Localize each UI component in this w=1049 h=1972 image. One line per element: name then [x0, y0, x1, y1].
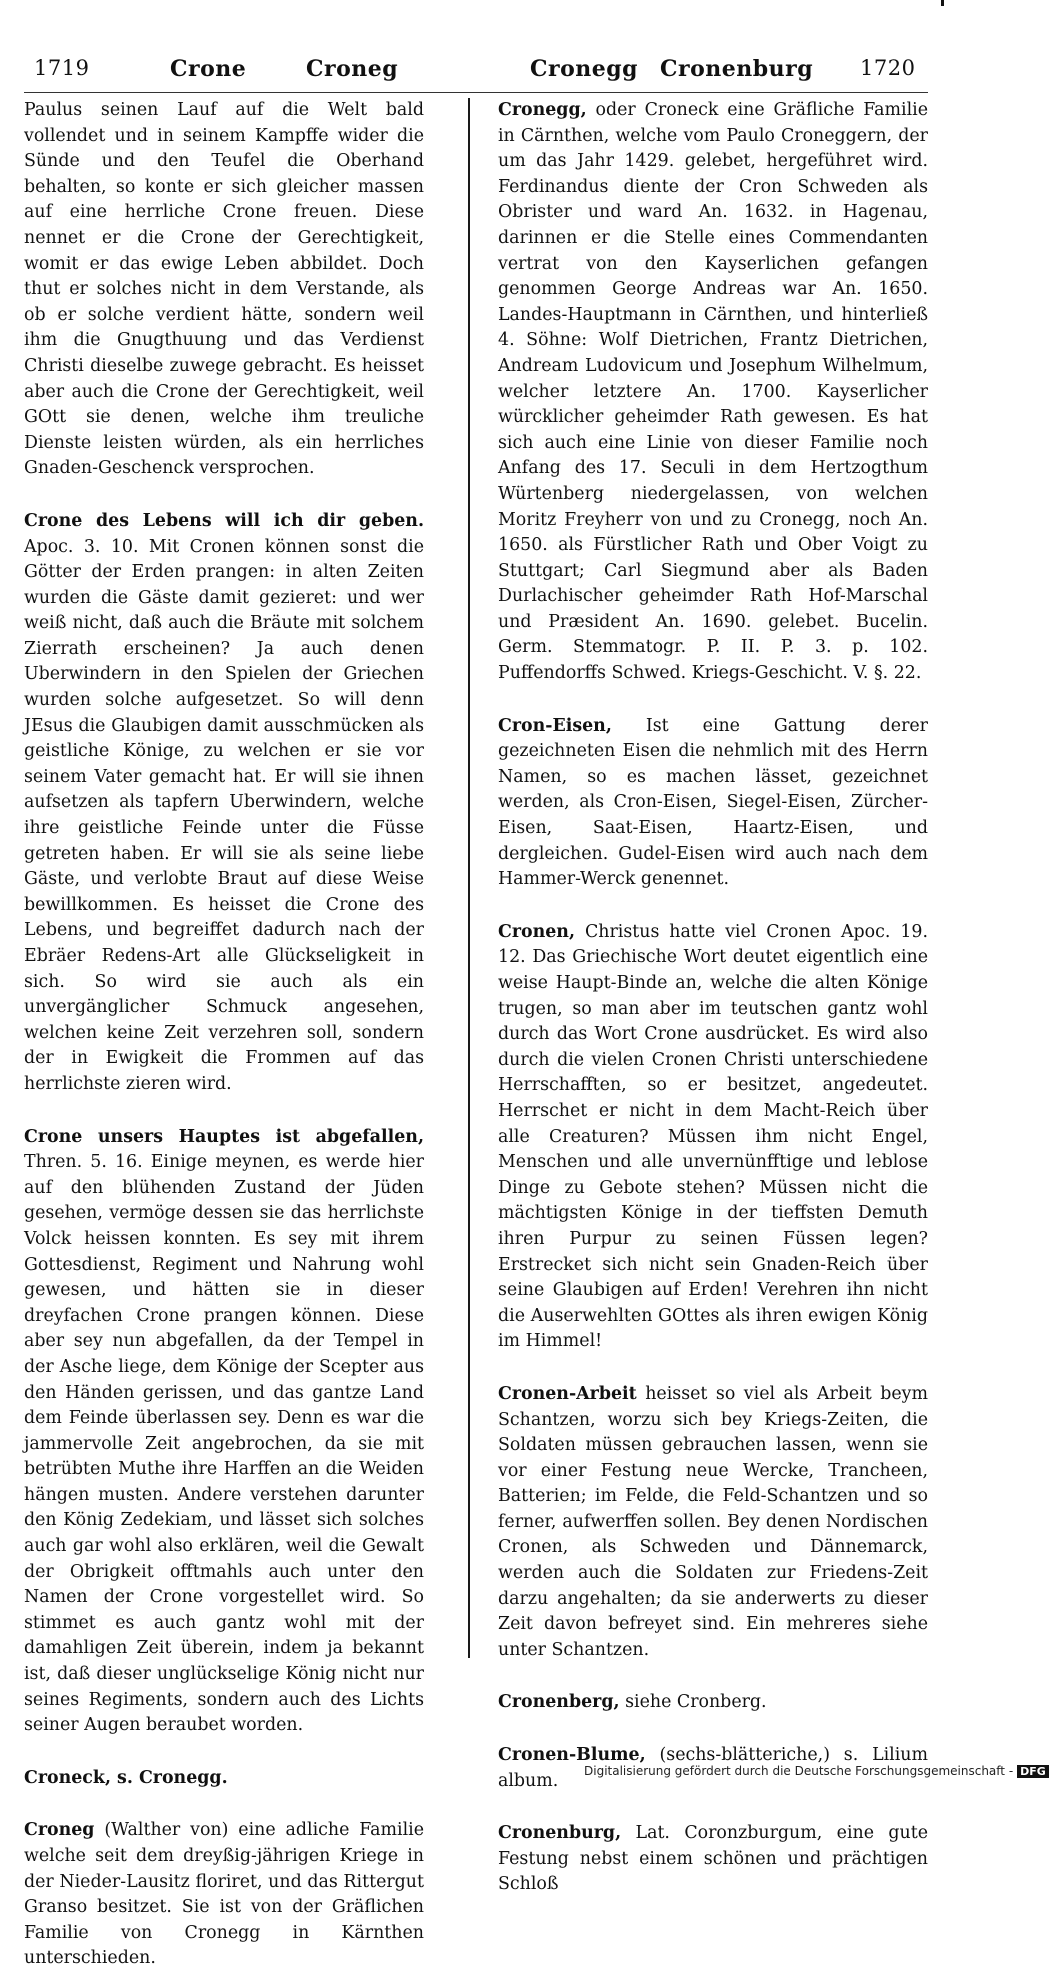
entry — [498, 920, 928, 1355]
entry-headword: Cron-Eisen, — [498, 715, 612, 736]
footer-text: Digitalisierung gefördert durch die Deutsche Forschungsgemeinschaft - — [584, 1764, 1014, 1778]
entry — [498, 98, 928, 687]
entry-text: heisset so viel als Arbeit beym Schantzen, worzu sich bey Kriegs-Zeiten, die Soldaten müssen gebrauchen lassen, wenn sie vor einer Festung neue Wercke, Trancheen, Batterien; im Felde, die Feld-Schantzen und so ferner, aufwerffen sollen. Bey denen Nordischen Cronen, als Schweden und Dännemarck, werden auch die Soldaten zur Friedens-Zeit darzu angehalten; da sie anderwerts zu dieser Zeit davon befreyet sind. Ein mehreres siehe unter Schantzen. — [498, 1383, 929, 1660]
column-divider — [468, 98, 470, 1658]
running-head-right-1: Cronegg — [530, 56, 639, 82]
running-head-right-2: Cronenburg — [660, 56, 814, 82]
entry — [24, 509, 424, 1098]
entry — [24, 98, 424, 482]
entry-text: Ist eine Gattung derer gezeichneten Eisen die nehmlich mit des Herrn Namen, so es machen lässet, gezeichnet werden, als Cron-Eisen, Siegel-Eisen, Zürcher-Eisen, Saat-Eisen, Haartz-Eisen, und dergleichen. Gudel-Eisen wird auch nach dem Hammer-Werck genennet. — [498, 715, 928, 890]
entry-text: Christus hatte viel Cronen Apoc. 19. 12. Das Griechische Wort deutet eigentlich eine weise Haupt-Binde an, welche die alten Könige trugen, so man aber im teutschen gantz wohl durch das Wort Crone ausdrücket. Es wird also durch die vielen Cronen Christi unterschiedene Herrschafften, so er besitzet, angedeutet. Herrschet er nicht in dem Macht-Reich über alle Creaturen? Müssen ihm nicht Engel, Menschen und alle unvernünfftige und leblose Dinge zu Gebote stehen? Müssen nicht die mächtigsten Könige in der tieffsten Demuth ihren Purpur zu seinen Füssen legen? Erstrecket sich nicht sein Gnaden-Reich über seine Glaubigen auf Erden! Verehren ihn nicht die Auserwehlten GOttes als ihren ewigen König im Himmel! — [498, 921, 928, 1352]
entry-headword: Croneck, s. Cronegg. — [24, 1767, 228, 1788]
entry-headword: Crone unsers Hauptes ist abgefallen, — [24, 1126, 424, 1147]
entry-text: (Walther von) eine adliche Familie welche seit dem dreyßig-jährigen Kriege in der Nieder-Lausitz floriret, und das Rittergut Granso besitzet. Sie ist von der Gräflichen Familie von Cronegg in Kärnthen unterschieden. — [24, 1820, 424, 1969]
left-column — [24, 98, 424, 1969]
entry — [24, 1125, 424, 1739]
entry-headword: Croneg — [24, 1820, 95, 1841]
entry — [24, 1766, 424, 1792]
running-head-left-2: Croneg — [306, 56, 399, 82]
entry-text: siehe Cronberg. — [625, 1692, 767, 1713]
entry-text: Paulus seinen Lauf auf die Welt bald vollendet und in seinem Kampffe wider die Sünde und den Teufel die Oberhand behalten, so konte er sich gleicher massen auf eine herrliche Crone freuen. Diese nennet er die Crone der Gerechtigkeit, womit er das ewige Leben abbildet. Doch thut er solches nicht in dem Verstande, als ob er solche verdient hätte, sondern weil ihm die Gnugthuung und das Verdienst Christi dieselbe zuwege gebracht. Es heisset aber auch die Crone der Gerechtigkeit, weil GOtt sie denen, welche ihm treuliche Dienste leisten würden, als ein herrliches Gnaden-Geschenck versprochen. — [24, 100, 424, 479]
entry-headword: Cronenburg, — [498, 1823, 622, 1844]
entry-headword: Cronenberg, — [498, 1692, 620, 1713]
dfg-logo: DFG — [1017, 1765, 1049, 1778]
entry-text: (sechs-blätteriche,) s. Lilium album. — [498, 1745, 928, 1791]
entry-headword: Cronegg, — [498, 100, 587, 120]
corner-mark — [941, 0, 944, 6]
entry — [498, 714, 928, 893]
entry — [498, 1382, 928, 1664]
running-head-left-1: Crone — [170, 56, 247, 82]
entry-headword: Crone des Lebens will ich dir geben. — [24, 510, 424, 531]
entry — [498, 1821, 928, 1898]
entry-text: oder Croneck eine Gräfliche Familie in Cärnthen, welche vom Paulo Croneggern, der um das Jahr 1429. gelebet, hergeführet wird. Ferdinandus diente der Cron Schweden als Obrister und ward An. 1632. in Hagenau, darinnen er die Stelle eines Commendanten vertrat von den Kayserlichen gefangen genommen George Andreas war An. 1650. Landes-Hauptmann in Cärnthen, und hinterließ 4. Söhne: Wolf Dietrichen, Frantz Dietrichen, Andream Ludovicum und Josephum Wilhelmum, welcher letztere An. 1700. Kayserlicher würcklicher geheimder Rath gewesen. Es hat sich auch eine Linie von dieser Familie noch Anfang des 17. Seculi in dem Hertzogthum Würtenberg niedergelassen, von welchen Moritz Freyherr von und zu Cronegg, noch An. 1650. als Fürstlicher Rath und Ober Voigt zu Stuttgart; Carl Siegmund aber als Baden Durlachischer geheimder Rath Hof-Marschal und Præsident An. 1690. gelebet. Bucelin. Germ. Stemmatogr. P. II. P. 3. p. 102. Puffendorffs Schwed. Kriegs-Geschicht. V. §. 22. — [498, 100, 928, 684]
entry-text: Thren. 5. 16. Einige meynen, es werde hier auf den blühenden Zustand der Jüden gesehen, vermöge dessen sie das herrlichste Volck heissen konnten. Es sey mit ihrem Gottesdienst, Regiment und Nahrung wohl gewesen, und hätten sie in dieser dreyfachen Crone prangen können. Diese aber sey nun abgefallen, da der Tempel in der Asche liege, dem Könige der Scepter aus den Händen gerissen, und das gantze Land dem Feinde überlassen sey. Denn es war die jammervolle Zeit angebrochen, da sie mit betrübten Muthe ihre Harffen an die Weiden hängen musten. Andere verstehen darunter den König Zedekiam, und lässet sich solches auch gar wohl also erklären, weil die Gewalt der Obrigkeit offtmahls auch unter den Namen der Crone vorgestellet wird. So stimmet es auch gantz wohl mit der damahligen Zeit überein, indem ja bekannt ist, daß dieser unglückselige König nicht nur seines Regiments, sondern auch des Lichts seiner Augen beraubet worden. — [24, 1152, 424, 1736]
page-number-right: 1720 — [860, 56, 916, 80]
page-number-left: 1719 — [34, 56, 90, 80]
entry-text: Apoc. 3. 10. Mit Cronen können sonst die Götter der Erden prangen: in alten Zeiten wurden die Gäste damit gezieret: und wer weiß nicht, daß auch die Bräute mit solchem Zierrath erscheinen? Ja auch denen Uberwindern in den Spielen der Griechen wurden solche aufgesetzet. So will denn JEsus die Glaubigen damit ausschmücken als geistliche Könige, zu welchen er sie vor seinem Vater gemacht hat. Er will sie ihnen aufsetzen als tapfern Uberwindern, welche ihre geistliche Feinde unter die Füsse getreten haben. Er will sie als seine liebe Gäste, und verlobte Braut auf diese Weise bewillkommen. Es heisset die Crone des Lebens, und begreiffet dadurch nach der Ebräer Redens-Art alle Glückseligkeit in sich. So wird sie auch als ein unvergänglicher Schmuck angesehen, welchen keine Zeit verzehren soll, sondern der in Ewigkeit die Frommen auf das herrlichste zieren wird. — [24, 536, 424, 1094]
header-rule — [24, 92, 928, 93]
entry-headword: Cronen, — [498, 921, 576, 942]
entry — [498, 1690, 928, 1716]
entry-headword: Cronen-Blume, — [498, 1745, 646, 1766]
entry — [24, 1818, 424, 1972]
entry-headword: Cronen-Arbeit — [498, 1383, 637, 1404]
digitization-footer — [584, 1764, 1049, 1778]
entry-text: Lat. Coronzburgum, eine gute Festung nebst einem schönen und prächtigen Schloß — [498, 1823, 928, 1895]
